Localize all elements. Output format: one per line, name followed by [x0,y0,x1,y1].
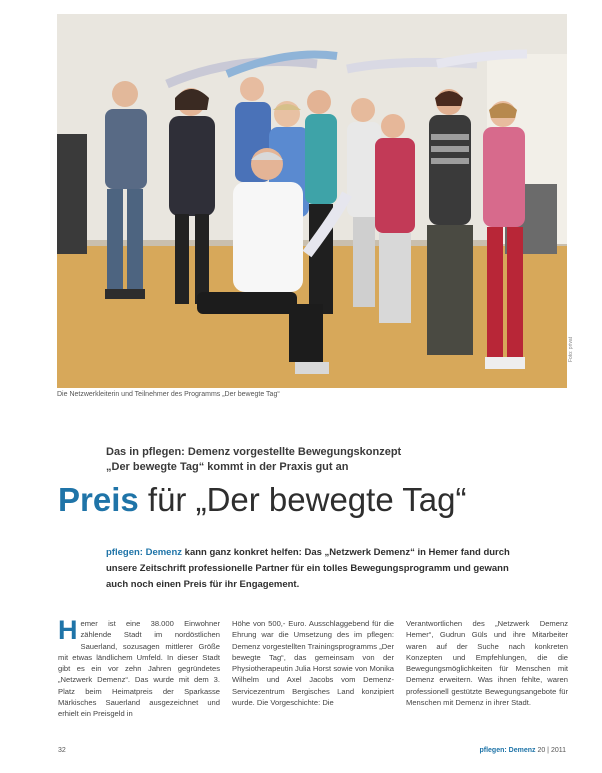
group-photo-illustration [57,14,567,388]
headline-rest: für „Der bewegte Tag“ [147,481,467,518]
headline-accent: Preis [58,481,139,518]
kicker-line-1: Das in pflegen: Demenz vorgestellte Bewegungskonzept [106,446,402,458]
article-body [58,618,568,738]
journal-issue: 20 | 2011 [537,747,566,754]
drop-cap: H [58,618,78,645]
article-kicker [106,445,526,475]
body-column-1-text: emer ist eine 38.000 Einwohner zählende Stadt im nordöstlichen Sauerland, sozusagen mittlerer Größe mit etwas ländlichem Umfeld. In dieser Stadt gibt es ein vor zehn Jahren gegründetes „Netzwerk Demenz“. Das wurde mit dem 3. Platz beim Heimatpreis der Sparkasse Märkisches Sauerland ausgezeichnet und erhielt ein Preisgeld in [58,619,220,719]
body-column-2: Höhe von 500,- Euro. Ausschlaggebend für die Ehrung war die Umsetzung des im pflegen: Demenz vorgestellten Trainingsprogramms „Der bewegte Tag“, das gemeinsam von der Physiotherapeutin Julia Horst sowie von Monika Wilhelm und Axel Jacobs vom Demenz-Servicezentrum Bergisches Land konzipiert wurde. Die Vorgeschichte: Die [232,619,394,708]
lead-text: kann ganz konkret helfen: Das „Netzwerk Demenz“ in Hemer fand durch unsere Zeitschrift professionelle Partner für ein tolles Bewegungsprogramm und gewann auch noch einen Preis für ihr Engagement. [106,547,510,590]
body-column-1 [58,618,220,738]
photo-credit: Foto: privat [568,336,574,362]
body-column-3: Verantwortlichen des „Netzwerk Demenz Hemer“, Gudrun Güls und ihre Mitarbeiter waren auf der Suche nach konkreten Konzepten und Empfehlungen, die die Bewegungsmöglichkeiten für Menschen mit Demenz erweitern. Was ihnen fehlte, waren professionell gestützte Bewegungsangebote für Menschen mit Demenz in ihrer Stadt. [406,619,568,708]
kicker-line-2: „Der bewegte Tag“ kommt in der Praxis gut an [106,461,349,473]
journal-brand: pflegen: Demenz [479,747,536,754]
lead-brand: pflegen: Demenz [106,547,183,558]
photo-caption: Die Netzwerkleiterin und Teilnehmer des Programms „Der bewegte Tag“ [57,391,280,398]
group-photo [57,14,567,388]
article-lead [106,545,526,593]
article-headline [58,480,558,520]
journal-footer [479,747,566,754]
page-number: 32 [58,747,66,754]
